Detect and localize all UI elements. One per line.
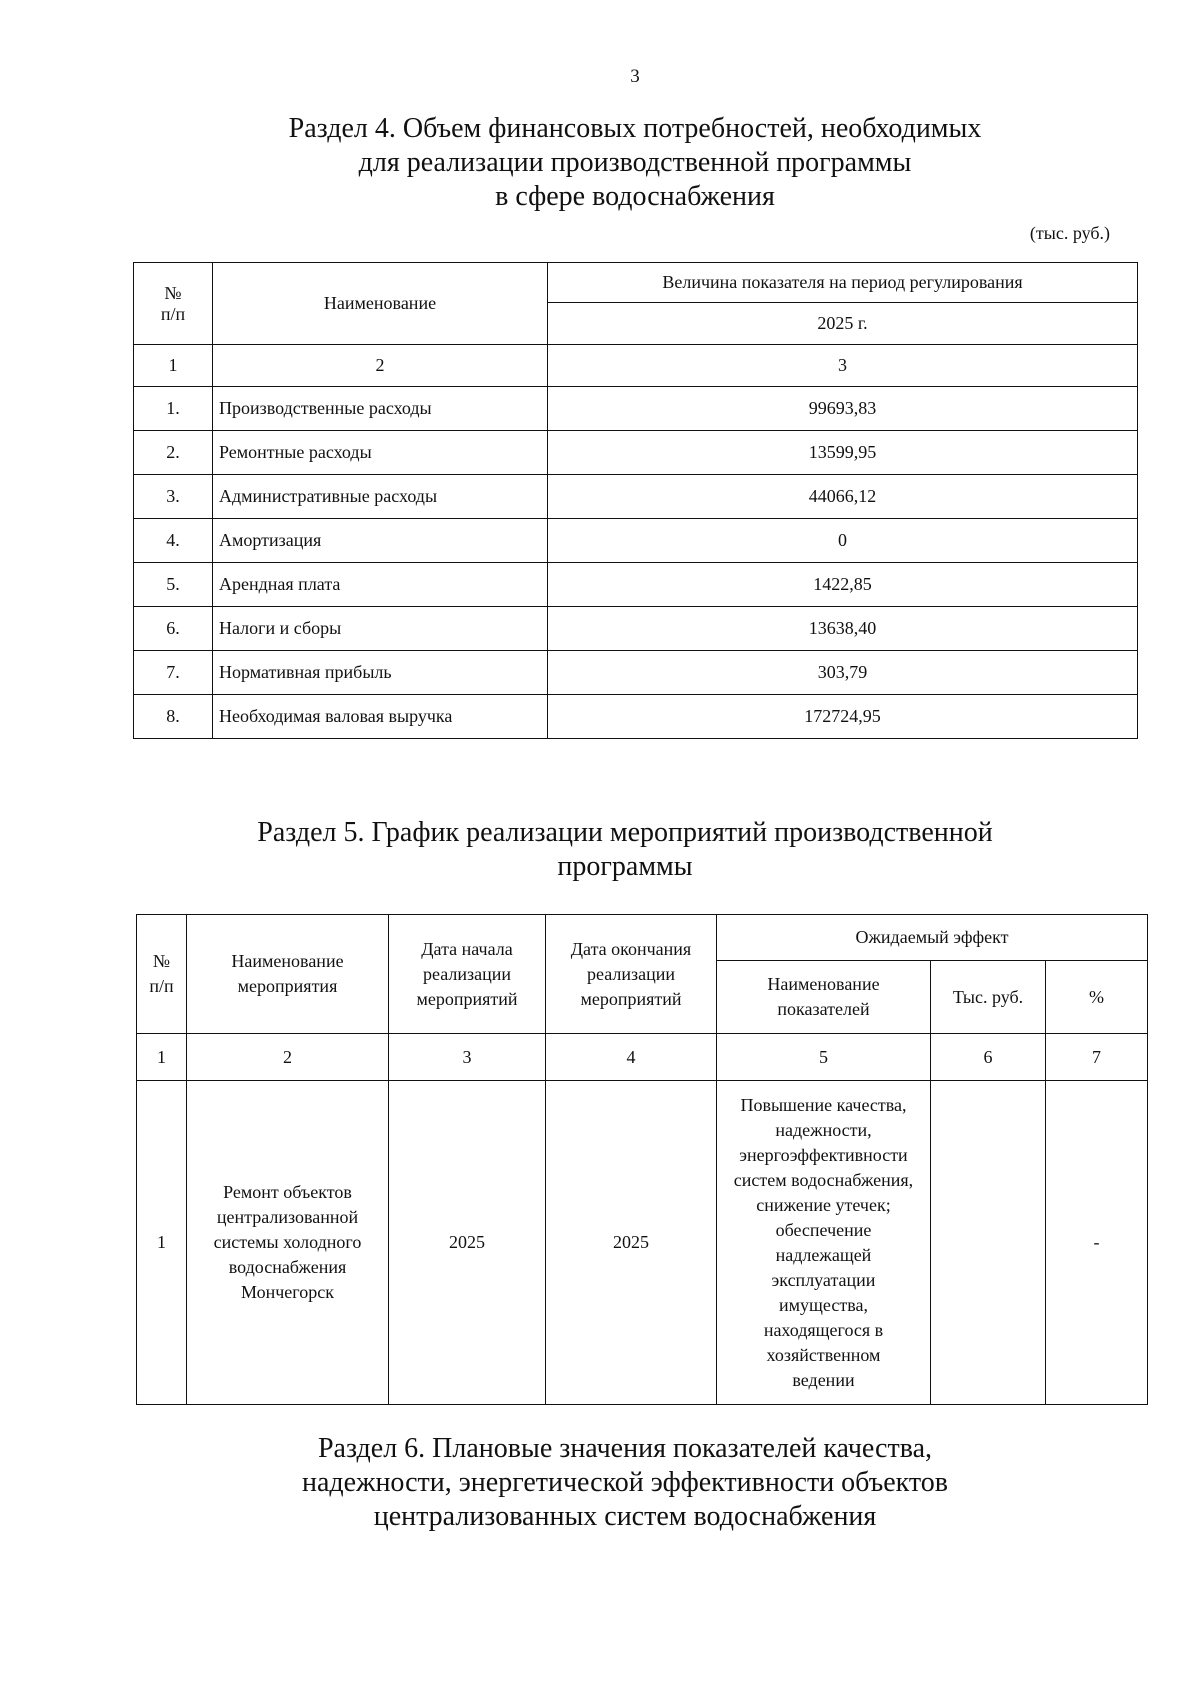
row-percent: - [1046, 1081, 1148, 1405]
header-line: показателей [777, 999, 870, 1019]
index-cell: 2 [213, 345, 548, 387]
header-line: реализации [587, 963, 675, 984]
row-num: 5. [134, 563, 213, 607]
row-name: Нормативная прибыль [213, 651, 548, 695]
page-number: 3 [630, 66, 640, 87]
index-cell: 4 [546, 1034, 717, 1081]
table-row [134, 431, 1138, 475]
cell-line: эксплуатации [771, 1269, 876, 1290]
cell-line: обеспечение [775, 1219, 872, 1240]
cell-line: Ремонт объектов [223, 1182, 352, 1202]
row-value: 99693,83 [548, 387, 1138, 431]
row-num: 4. [134, 519, 213, 563]
header-indicators [717, 961, 931, 1034]
header-year: 2025 г. [548, 303, 1138, 345]
table-row [134, 651, 1138, 695]
section-6-title-line: Раздел 6. Плановые значения показателей качества, [317, 1433, 933, 1464]
row-end-date: 2025 [546, 1081, 717, 1405]
index-cell: 1 [134, 345, 213, 387]
section-4-title [0, 112, 1200, 214]
index-cell: 6 [931, 1034, 1046, 1081]
header-line: Дата начала [421, 938, 513, 959]
row-value: 172724,95 [548, 695, 1138, 739]
row-num: 8. [134, 695, 213, 739]
header-thousand-rub: Тыс. руб. [931, 961, 1046, 1034]
row-start-date: 2025 [389, 1081, 546, 1405]
header-num [134, 263, 213, 345]
row-num: 6. [134, 607, 213, 651]
cell-line: централизованной [216, 1207, 359, 1227]
row-value: 13599,95 [548, 431, 1138, 475]
row-num: 3. [134, 475, 213, 519]
cell-line: энергоэффективности [739, 1144, 908, 1165]
row-name: Административные расходы [213, 475, 548, 519]
table-row [134, 563, 1138, 607]
header-value: Величина показателя на период регулирования [548, 263, 1138, 303]
cell-line: находящегося в [763, 1319, 884, 1340]
cell-line: систем водоснабжения, [733, 1169, 914, 1190]
header-event-name [187, 915, 389, 1034]
cell-line: снижение утечек; [756, 1194, 891, 1215]
section-5-title-line: программы [557, 851, 693, 882]
row-thousand-rub [931, 1081, 1046, 1405]
cell-line: Повышение качества, [740, 1094, 907, 1115]
schedule-table [136, 914, 1148, 1405]
row-value: 0 [548, 519, 1138, 563]
section-5-title [0, 816, 1200, 884]
table-row [134, 519, 1138, 563]
table-row [134, 695, 1138, 739]
table-row [134, 607, 1138, 651]
cell-line: надлежащей [775, 1244, 872, 1265]
header-end-date [546, 915, 717, 1034]
cell-line: имущества, [779, 1294, 868, 1315]
row-name: Ремонтные расходы [213, 431, 548, 475]
header-line: реализации [423, 963, 511, 984]
cell-line: надежности, [775, 1119, 872, 1140]
index-cell: 3 [548, 345, 1138, 387]
index-cell: 7 [1046, 1034, 1148, 1081]
cell-line: Мончегорск [241, 1282, 334, 1302]
header-percent: % [1046, 961, 1148, 1034]
row-name: Арендная плата [213, 563, 548, 607]
cell-line: хозяйственном [766, 1344, 881, 1365]
row-num: 1. [134, 387, 213, 431]
row-name: Производственные расходы [213, 387, 548, 431]
section-6-title [0, 1432, 1200, 1534]
header-num-line: п/п [160, 303, 186, 324]
row-name: Амортизация [213, 519, 548, 563]
units-label: (тыс. руб.) [1029, 223, 1110, 243]
row-name: Необходимая валовая выручка [213, 695, 548, 739]
header-line: мероприятий [416, 988, 518, 1009]
section-4-title-line: для реализации производственной программы [358, 147, 912, 178]
section-6-title-line: надежности, энергетической эффективности объектов [302, 1467, 948, 1498]
section-6-title-line: централизованных систем водоснабжения [373, 1501, 877, 1532]
index-cell: 1 [137, 1034, 187, 1081]
header-expected-effect: Ожидаемый эффект [717, 915, 1148, 961]
row-indicators [717, 1081, 931, 1405]
row-value: 303,79 [548, 651, 1138, 695]
header-line: Дата окончания [570, 938, 692, 959]
table-row [134, 387, 1138, 431]
financial-needs-table [133, 262, 1138, 739]
header-num-line: п/п [149, 976, 174, 996]
row-value: 13638,40 [548, 607, 1138, 651]
row-num: 2. [134, 431, 213, 475]
header-num-line: № [152, 951, 171, 971]
section-5-title-line: Раздел 5. График реализации мероприятий производственной [257, 817, 993, 848]
header-line: Наименование [767, 974, 880, 994]
row-num: 1 [137, 1081, 187, 1405]
header-line: мероприятия [237, 976, 338, 996]
header-line: мероприятий [580, 988, 682, 1009]
header-name: Наименование [213, 263, 548, 345]
table-row [137, 1081, 1148, 1405]
header-start-date [389, 915, 546, 1034]
header-num-line: № [164, 282, 182, 303]
cell-line: ведении [792, 1369, 855, 1390]
header-line: Наименование [231, 951, 344, 971]
cell-line: системы холодного [213, 1232, 362, 1252]
index-cell: 3 [389, 1034, 546, 1081]
row-num: 7. [134, 651, 213, 695]
index-cell: 2 [187, 1034, 389, 1081]
row-event-name [187, 1081, 389, 1405]
section-4-title-line: в сфере водоснабжения [495, 181, 775, 212]
section-4-title-line: Раздел 4. Объем финансовых потребностей, необходимых [288, 113, 982, 144]
row-name: Налоги и сборы [213, 607, 548, 651]
row-value: 1422,85 [548, 563, 1138, 607]
header-num [137, 915, 187, 1034]
cell-line: водоснабжения [228, 1257, 347, 1277]
index-cell: 5 [717, 1034, 931, 1081]
row-value: 44066,12 [548, 475, 1138, 519]
table-row [134, 475, 1138, 519]
